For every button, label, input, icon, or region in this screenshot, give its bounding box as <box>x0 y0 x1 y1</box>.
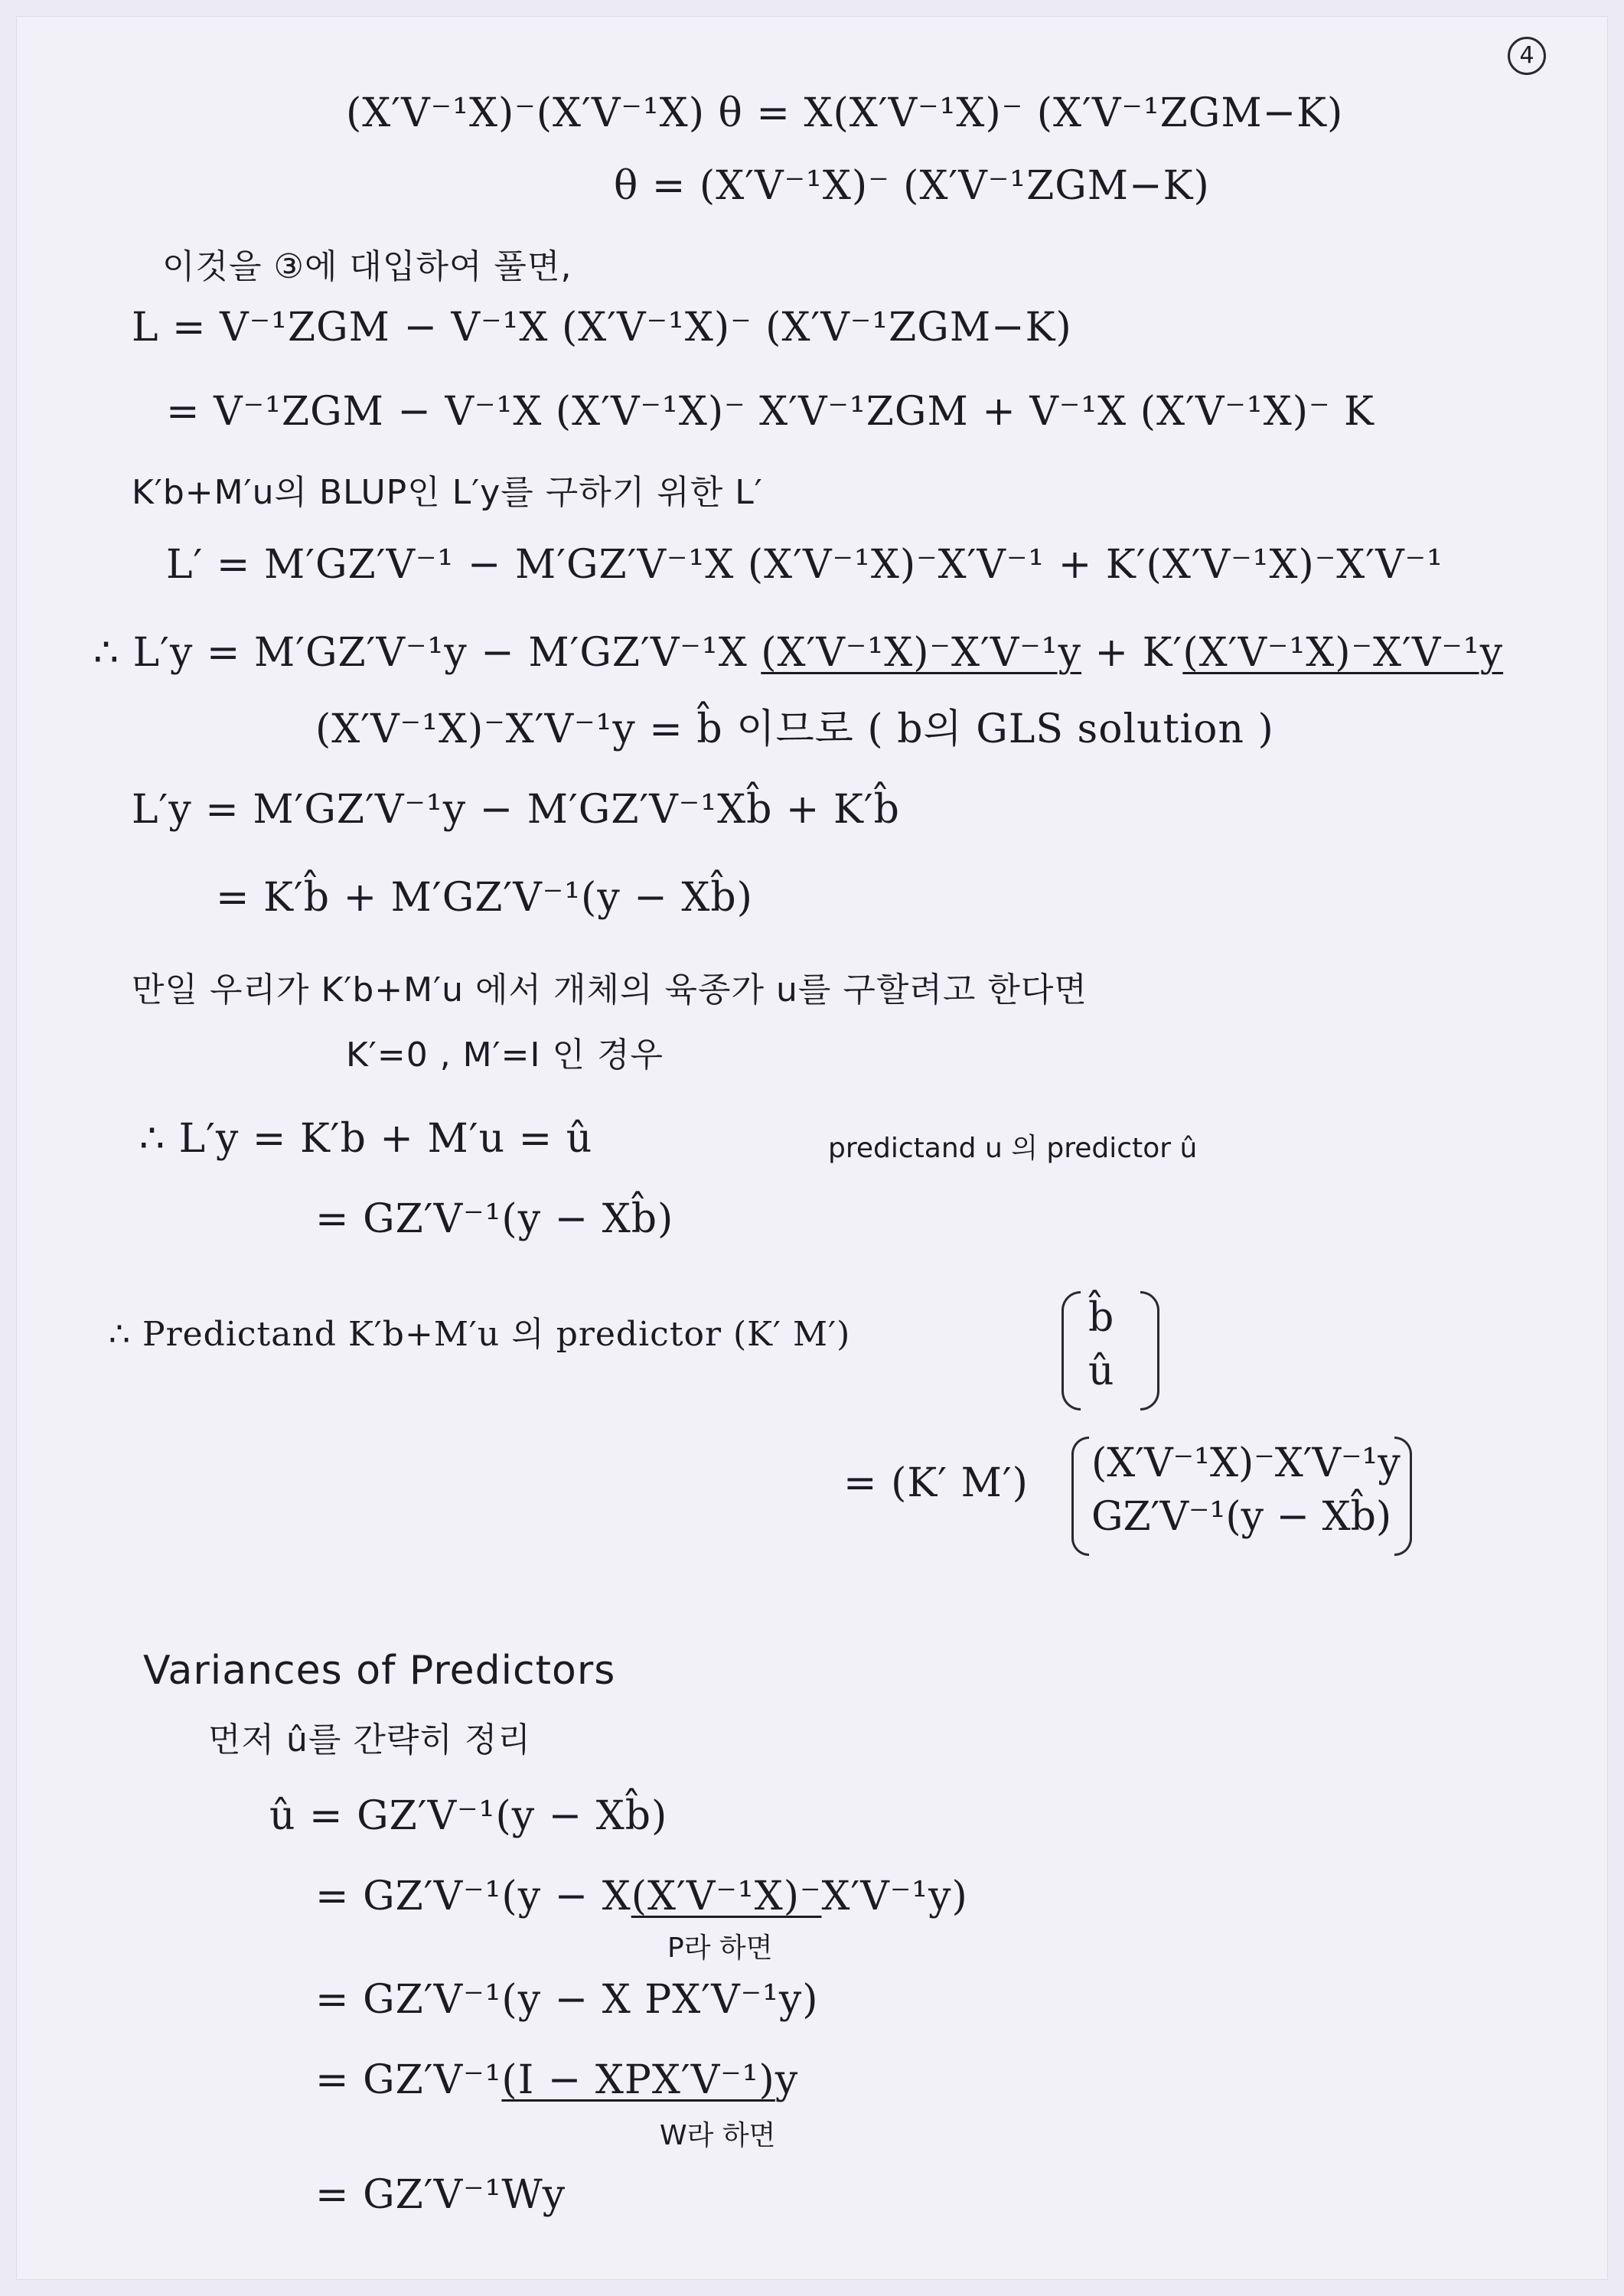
notebook-page <box>17 17 1607 2279</box>
predictor-vector-b-hat: b̂ <box>1088 1295 1114 1341</box>
equation-u-hat-expanded: = GZ′V⁻¹(y − Xb̂) <box>315 1196 674 1242</box>
equation-Ly <box>93 630 1504 676</box>
predictor-vector <box>1088 1291 1114 1398</box>
page-number: 4 <box>1508 37 1546 75</box>
korean-note-blup: K′b+M′u의 BLUP인 L′y를 구하기 위한 L′ <box>132 473 763 512</box>
equation-L-expanded: = V⁻¹ZGM − V⁻¹X (X′V⁻¹X)⁻ X′V⁻¹ZGM + V⁻¹X (X′V⁻¹X)⁻ K <box>166 389 1375 435</box>
equation-line-2: θ = (X′V⁻¹X)⁻ (X′V⁻¹ZGM−K) <box>614 163 1210 209</box>
predictor-statement: ∴ Predictand K′b+M′u 의 predictor (K′ M′) <box>109 1315 851 1354</box>
equation-Ly-part-1: ∴ L′y = M′GZ′V⁻¹y − M′GZ′V⁻¹X <box>93 630 761 676</box>
equation-step-3-part-2: y <box>774 2057 799 2103</box>
predictor-expanded: = (K′ M′) <box>843 1460 1029 1506</box>
equation-L-prime: L′ = M′GZ′V⁻¹ − M′GZ′V⁻¹X (X′V⁻¹X)⁻X′V⁻¹ + K′(X′V⁻¹X)⁻X′V⁻¹ <box>166 542 1443 588</box>
equation-step-3-underlined: (I − XPX′V⁻¹) <box>501 2057 775 2103</box>
predictor-expanded-vector <box>1091 1437 1401 1544</box>
equation-u-hat-step-3 <box>315 2057 799 2103</box>
section-heading-variances: Variances of Predictors <box>143 1648 616 1694</box>
equation-Ly-underlined-1: (X′V⁻¹X)⁻X′V⁻¹y <box>761 630 1082 676</box>
equation-u-hat: ∴ L′y = K′b + M′u = û <box>139 1116 593 1162</box>
note-p-definition: P라 하면 <box>667 1932 773 1964</box>
equation-u-hat-step-2: = GZ′V⁻¹(y − X PX′V⁻¹y) <box>315 1977 819 2023</box>
predictor-expanded-row-2: GZ′V⁻¹(y − Xb̂) <box>1091 1494 1392 1541</box>
korean-note-simplify: 먼저 û를 간략히 정리 <box>208 1720 531 1760</box>
equation-Ly-final: = K′b̂ + M′GZ′V⁻¹(y − Xb̂) <box>216 875 753 921</box>
equation-Ly-simplified: L′y = M′GZ′V⁻¹y − M′GZ′V⁻¹Xb̂ + K′b̂ <box>132 787 900 833</box>
note-predictand-u: predictand u 의 predictor û <box>828 1133 1198 1164</box>
matrix-bracket-left-2 <box>1071 1437 1089 1556</box>
matrix-bracket-right-1 <box>1140 1291 1159 1411</box>
equation-Ly-part-2: + K′ <box>1081 630 1183 676</box>
predictor-vector-u-hat: û <box>1088 1349 1114 1395</box>
equation-step-1-part-1: = GZ′V⁻¹(y − X <box>315 1874 631 1919</box>
equation-b-hat-definition: (X′V⁻¹X)⁻X′V⁻¹y = b̂ 이므로 ( b의 GLS solution ) <box>315 706 1274 752</box>
equation-u-hat-final: = GZ′V⁻¹Wy <box>315 2172 566 2218</box>
equation-line-1: (X′V⁻¹X)⁻(X′V⁻¹X) θ = X(X′V⁻¹X)⁻ (X′V⁻¹ZGM−K) <box>346 90 1344 136</box>
equation-step-1-part-2: X′V⁻¹y) <box>821 1874 968 1919</box>
matrix-bracket-left-1 <box>1061 1291 1081 1411</box>
equation-step-3-part-1: = GZ′V⁻¹ <box>315 2057 502 2103</box>
note-w-definition: W라 하면 <box>660 2120 776 2151</box>
equation-Ly-underlined-2: (X′V⁻¹X)⁻X′V⁻¹y <box>1182 630 1504 676</box>
matrix-bracket-right-2 <box>1394 1437 1412 1556</box>
equation-step-1-underlined: (X′V⁻¹X)⁻ <box>631 1874 822 1919</box>
korean-note-breeding-value: 만일 우리가 K′b+M′u 에서 개체의 육종가 u를 구할려고 한다면 <box>132 970 1088 1009</box>
equation-u-hat-start: û = GZ′V⁻¹(y − Xb̂) <box>269 1793 668 1839</box>
equation-u-hat-step-1 <box>315 1874 968 1919</box>
predictor-expanded-row-1: (X′V⁻¹X)⁻X′V⁻¹y <box>1091 1440 1401 1486</box>
korean-note-case: K′=0 , M′=I 인 경우 <box>346 1035 664 1075</box>
korean-note-substitute: 이것을 ③에 대입하여 풀면, <box>162 247 572 286</box>
equation-L-definition: L = V⁻¹ZGM − V⁻¹X (X′V⁻¹X)⁻ (X′V⁻¹ZGM−K) <box>132 305 1072 351</box>
